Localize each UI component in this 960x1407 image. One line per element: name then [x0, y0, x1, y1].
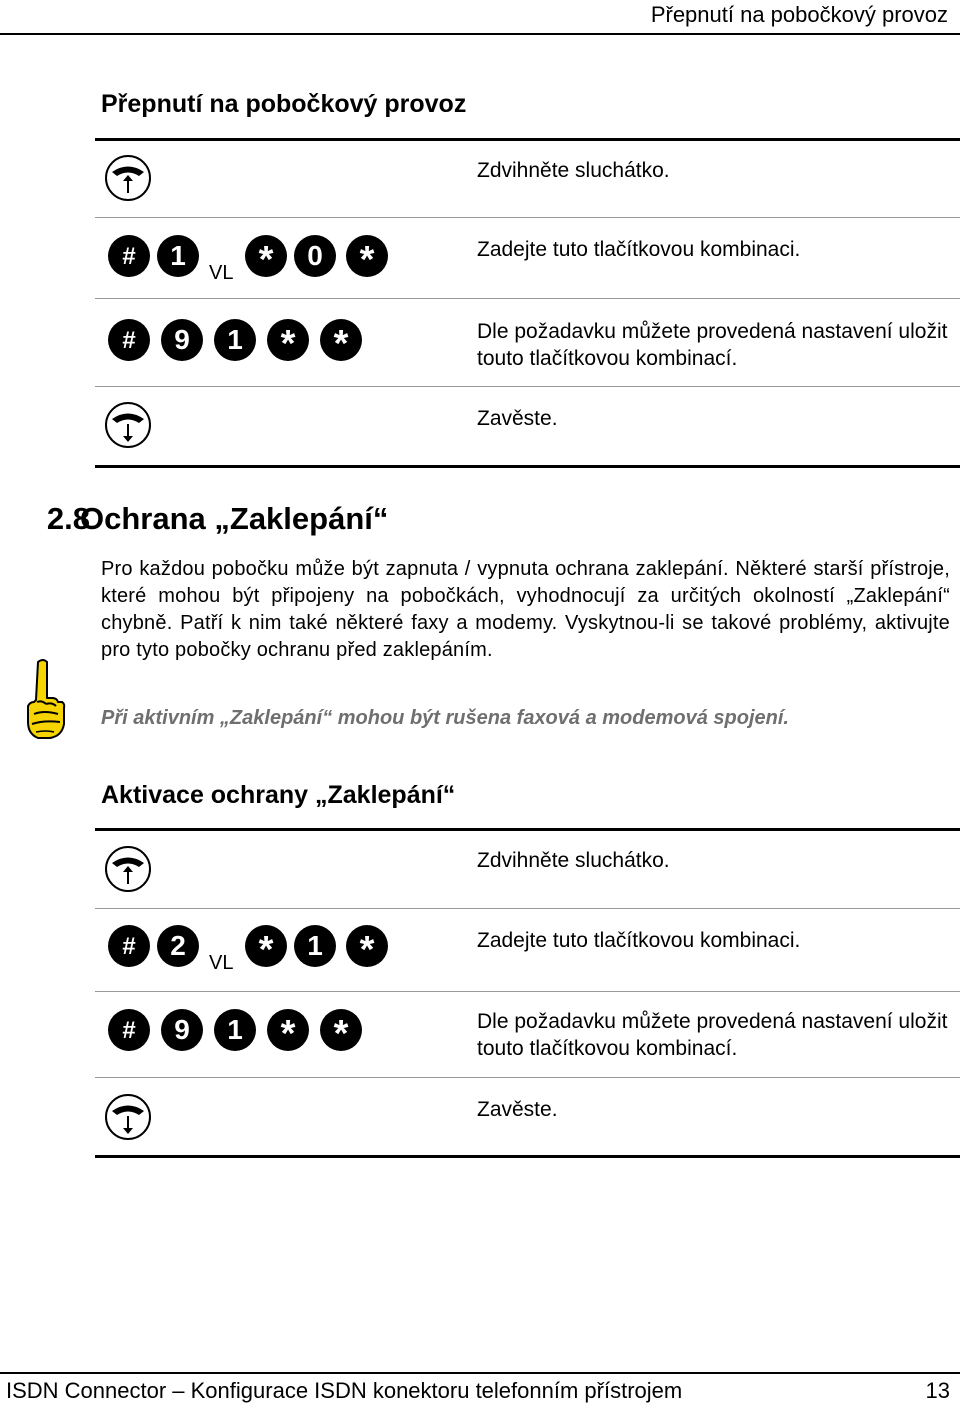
- footer-rule: [0, 1372, 960, 1374]
- svg-text:1: 1: [227, 324, 243, 355]
- step-text: Dle požadavku můžete provedená nastavení uložit touto tlačítkovou kombinací.: [477, 320, 948, 370]
- step-divider: [95, 298, 960, 299]
- step-divider: [95, 991, 960, 992]
- key-hash-icon: [108, 319, 150, 361]
- running-header: Přepnutí na pobočkový provoz: [650, 2, 948, 27]
- key-1-icon: [214, 319, 256, 361]
- key-sequence: [107, 1008, 367, 1063]
- svg-text:*: *: [280, 323, 296, 365]
- svg-text:#: #: [122, 243, 136, 270]
- step-text: Zadejte tuto tlačítkovou kombinaci.: [477, 929, 801, 952]
- step-divider: [95, 386, 960, 387]
- step-text: Zavěste.: [477, 407, 558, 430]
- svg-text:*: *: [359, 929, 375, 971]
- svg-text:9: 9: [174, 1014, 190, 1045]
- key-9-icon: [161, 319, 203, 361]
- svg-text:#: #: [122, 933, 136, 960]
- key-hash-icon: [108, 235, 150, 277]
- svg-text:2: 2: [170, 930, 186, 961]
- key-star-icon: [320, 319, 362, 365]
- section2-title: Aktivace ochrany „Zaklepání“: [101, 781, 456, 809]
- page-number: 13: [925, 1378, 950, 1403]
- svg-text:#: #: [122, 327, 136, 354]
- key-star-icon: [267, 319, 309, 365]
- key-star-icon: [267, 1009, 309, 1055]
- key-2-icon: [157, 925, 199, 967]
- step-text: Zadejte tuto tlačítkovou kombinaci.: [477, 238, 801, 261]
- svg-text:*: *: [258, 239, 274, 281]
- section2-bottom-rule: [95, 1155, 960, 1158]
- step-text: Zavěste.: [477, 1098, 558, 1121]
- step-text: Zdvihněte sluchátko.: [477, 849, 670, 872]
- key-sequence: [107, 924, 407, 979]
- key-1-icon: [294, 925, 336, 967]
- chapter-number: 2.8: [46, 501, 90, 536]
- svg-text:1: 1: [227, 1014, 243, 1045]
- key-star-icon: [346, 925, 388, 971]
- chapter-note: Při aktivním „Zaklepání“ mohou být rušena faxová a modemová spojení.: [101, 707, 789, 729]
- step-divider: [95, 1077, 960, 1078]
- key-hash-icon: [108, 925, 150, 967]
- svg-text:0: 0: [307, 240, 323, 271]
- svg-text:*: *: [359, 239, 375, 281]
- handset-hangup-icon: [103, 1092, 153, 1142]
- key-star-icon: [320, 1009, 362, 1055]
- handset-hangup-icon: [103, 400, 153, 450]
- chapter-title: Ochrana „Zaklepání“: [80, 501, 389, 536]
- key-star-icon: [245, 235, 287, 281]
- step-divider: [95, 908, 960, 909]
- key-0-icon: [294, 235, 336, 277]
- step-text: Zdvihněte sluchátko.: [477, 159, 670, 182]
- key-1-icon: [214, 1009, 256, 1051]
- chapter-paragraph: Pro každou pobočku může být zapnuta / vypnuta ochrana zaklepání. Některé starší přístroje, které mohou být připojeny na pobočkách, vyhodnocují za určitých okolností „Zaklepání“ chybně. Patří k nim také některé faxy a modemy. Vyskytnou-li se takové problémy, aktivujte pro tyto pobočky ochranu před zaklepáním.: [101, 558, 950, 661]
- key-sequence: [107, 234, 407, 289]
- key-star-icon: [346, 235, 388, 281]
- header-rule: [0, 33, 960, 35]
- key-hash-icon: [108, 1009, 150, 1051]
- svg-text:*: *: [258, 929, 274, 971]
- section1-top-rule: [95, 138, 960, 141]
- key-sub-label: VL: [209, 952, 234, 974]
- pointing-hand-icon: [24, 658, 66, 742]
- handset-lift-icon: [103, 844, 153, 894]
- svg-text:#: #: [122, 1017, 136, 1044]
- step-divider: [95, 217, 960, 218]
- key-sequence: [107, 318, 367, 373]
- section2-top-rule: [95, 828, 960, 831]
- svg-text:1: 1: [170, 240, 186, 271]
- section1-bottom-rule: [95, 465, 960, 468]
- key-1-icon: [157, 235, 199, 277]
- svg-text:*: *: [333, 1013, 349, 1055]
- handset-lift-icon: [103, 153, 153, 203]
- key-star-icon: [245, 925, 287, 971]
- svg-text:*: *: [333, 323, 349, 365]
- footer-text: ISDN Connector – Konfigurace ISDN konektoru telefonním přístrojem: [6, 1378, 683, 1403]
- svg-text:9: 9: [174, 324, 190, 355]
- step-text: Dle požadavku můžete provedená nastavení uložit touto tlačítkovou kombinací.: [477, 1010, 948, 1060]
- section1-title: Přepnutí na pobočkový provoz: [101, 90, 467, 118]
- svg-text:1: 1: [307, 930, 323, 961]
- key-sub-label: VL: [209, 262, 234, 284]
- svg-text:*: *: [280, 1013, 296, 1055]
- key-9-icon: [161, 1009, 203, 1051]
